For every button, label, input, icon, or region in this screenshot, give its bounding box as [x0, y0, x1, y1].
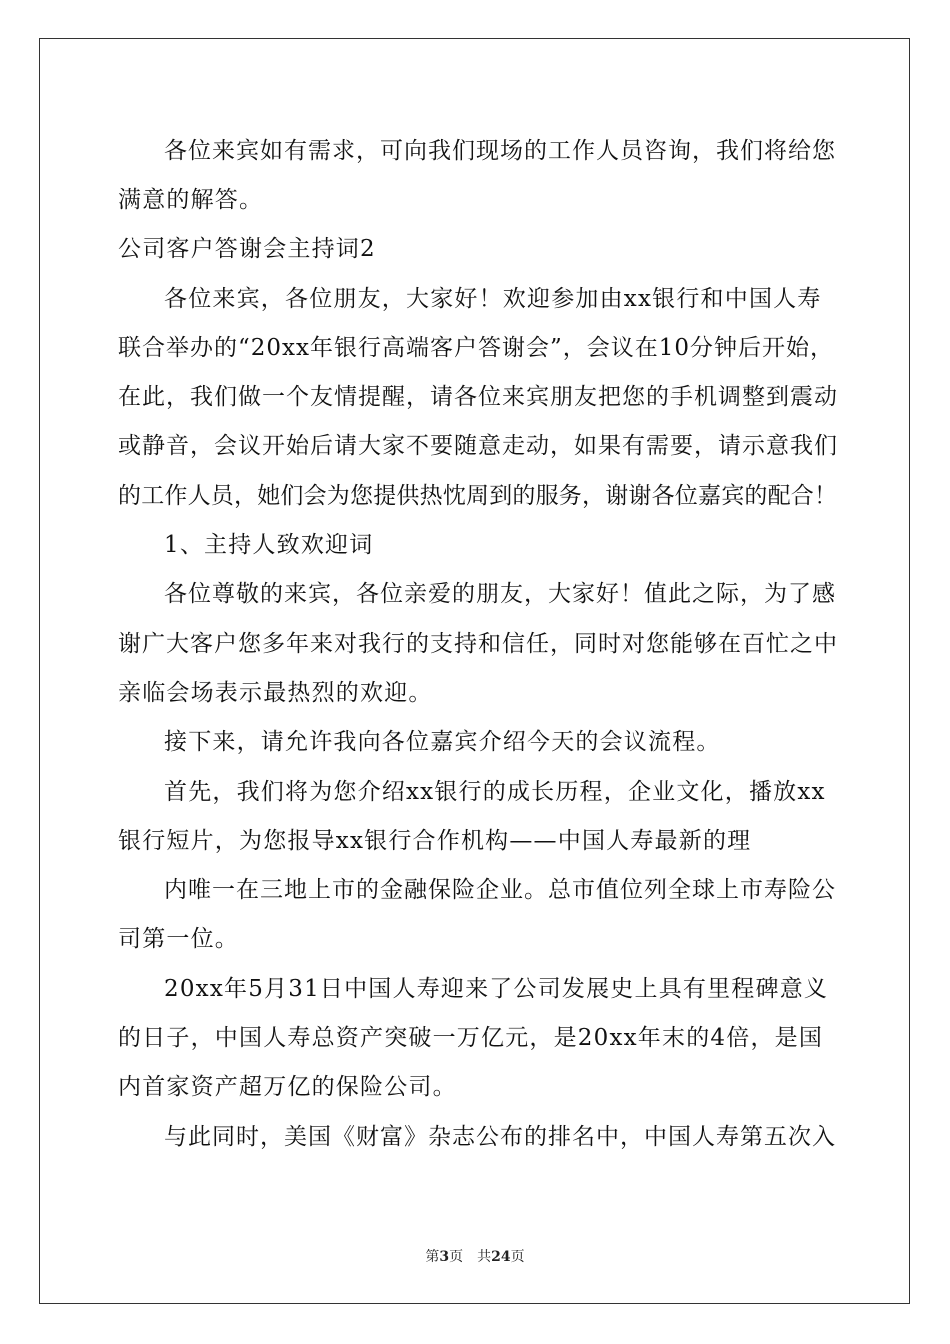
paragraph-line: 或静音，会议开始后请大家不要随意走动，如果有需要，请示意我们 — [118, 433, 838, 459]
paragraph-line: 的日子，中国人寿总资产突破一万亿元，是20xx年末的4倍，是国 — [118, 1025, 824, 1051]
page-footer — [0, 1248, 950, 1266]
paragraph-line: 与此同时，美国《财富》杂志公布的排名中，中国人寿第五次入 — [164, 1124, 836, 1150]
paragraph-line: 司第一位。 — [118, 926, 239, 952]
section-heading: 公司客户答谢会主持词2 — [118, 236, 376, 262]
paragraph-line: 联合举办的“20xx年银行高端客户答谢会”，会议在10分钟后开始， — [118, 335, 834, 361]
page-current: 3 — [439, 1249, 450, 1265]
paragraph-line: 各位来宾如有需求，可向我们现场的工作人员咨询，我们将给您 — [164, 138, 836, 164]
paragraph-line: 的工作人员，她们会为您提供热忱周到的服务，谢谢各位嘉宾的配合！ — [118, 483, 838, 509]
paragraph-line: 亲临会场表示最热烈的欢迎。 — [118, 680, 433, 706]
paragraph-line: 接下来，请允许我向各位嘉宾介绍今天的会议流程。 — [164, 729, 721, 755]
paragraph-line: 20xx年5月31日中国人寿迎来了公司发展史上具有里程碑意义 — [164, 976, 829, 1002]
page-total: 24 — [491, 1249, 511, 1265]
paragraph-line: 各位尊敬的来宾，各位亲爱的朋友，大家好！值此之际，为了感 — [164, 581, 836, 607]
paragraph-line: 各位来宾，各位朋友，大家好！欢迎参加由xx银行和中国人寿 — [164, 286, 822, 312]
paragraph-line: 内唯一在三地上市的金融保险企业。总市值位列全球上市寿险公 — [164, 877, 836, 903]
list-item-heading: 1、主持人致欢迎词 — [164, 532, 374, 558]
page-label-mid: 页 共 — [449, 1249, 492, 1265]
paragraph-line: 首先，我们将为您介绍xx银行的成长历程，企业文化，播放xx — [164, 779, 826, 805]
paragraph-line: 在此，我们做一个友情提醒，请各位来宾朋友把您的手机调整到震动 — [118, 384, 838, 410]
paragraph-line: 内首家资产超万亿的保险公司。 — [118, 1074, 457, 1100]
paragraph-line: 银行短片，为您报导xx银行合作机构——中国人寿最新的理 — [118, 828, 752, 854]
paragraph-line: 满意的解答。 — [118, 187, 264, 213]
paragraph-line: 谢广大客户您多年来对我行的支持和信任，同时对您能够在百忙之中 — [118, 631, 838, 657]
page-label-prefix: 第 — [425, 1249, 440, 1265]
page-label-suffix: 页 — [510, 1249, 525, 1265]
page-border — [39, 38, 910, 1304]
